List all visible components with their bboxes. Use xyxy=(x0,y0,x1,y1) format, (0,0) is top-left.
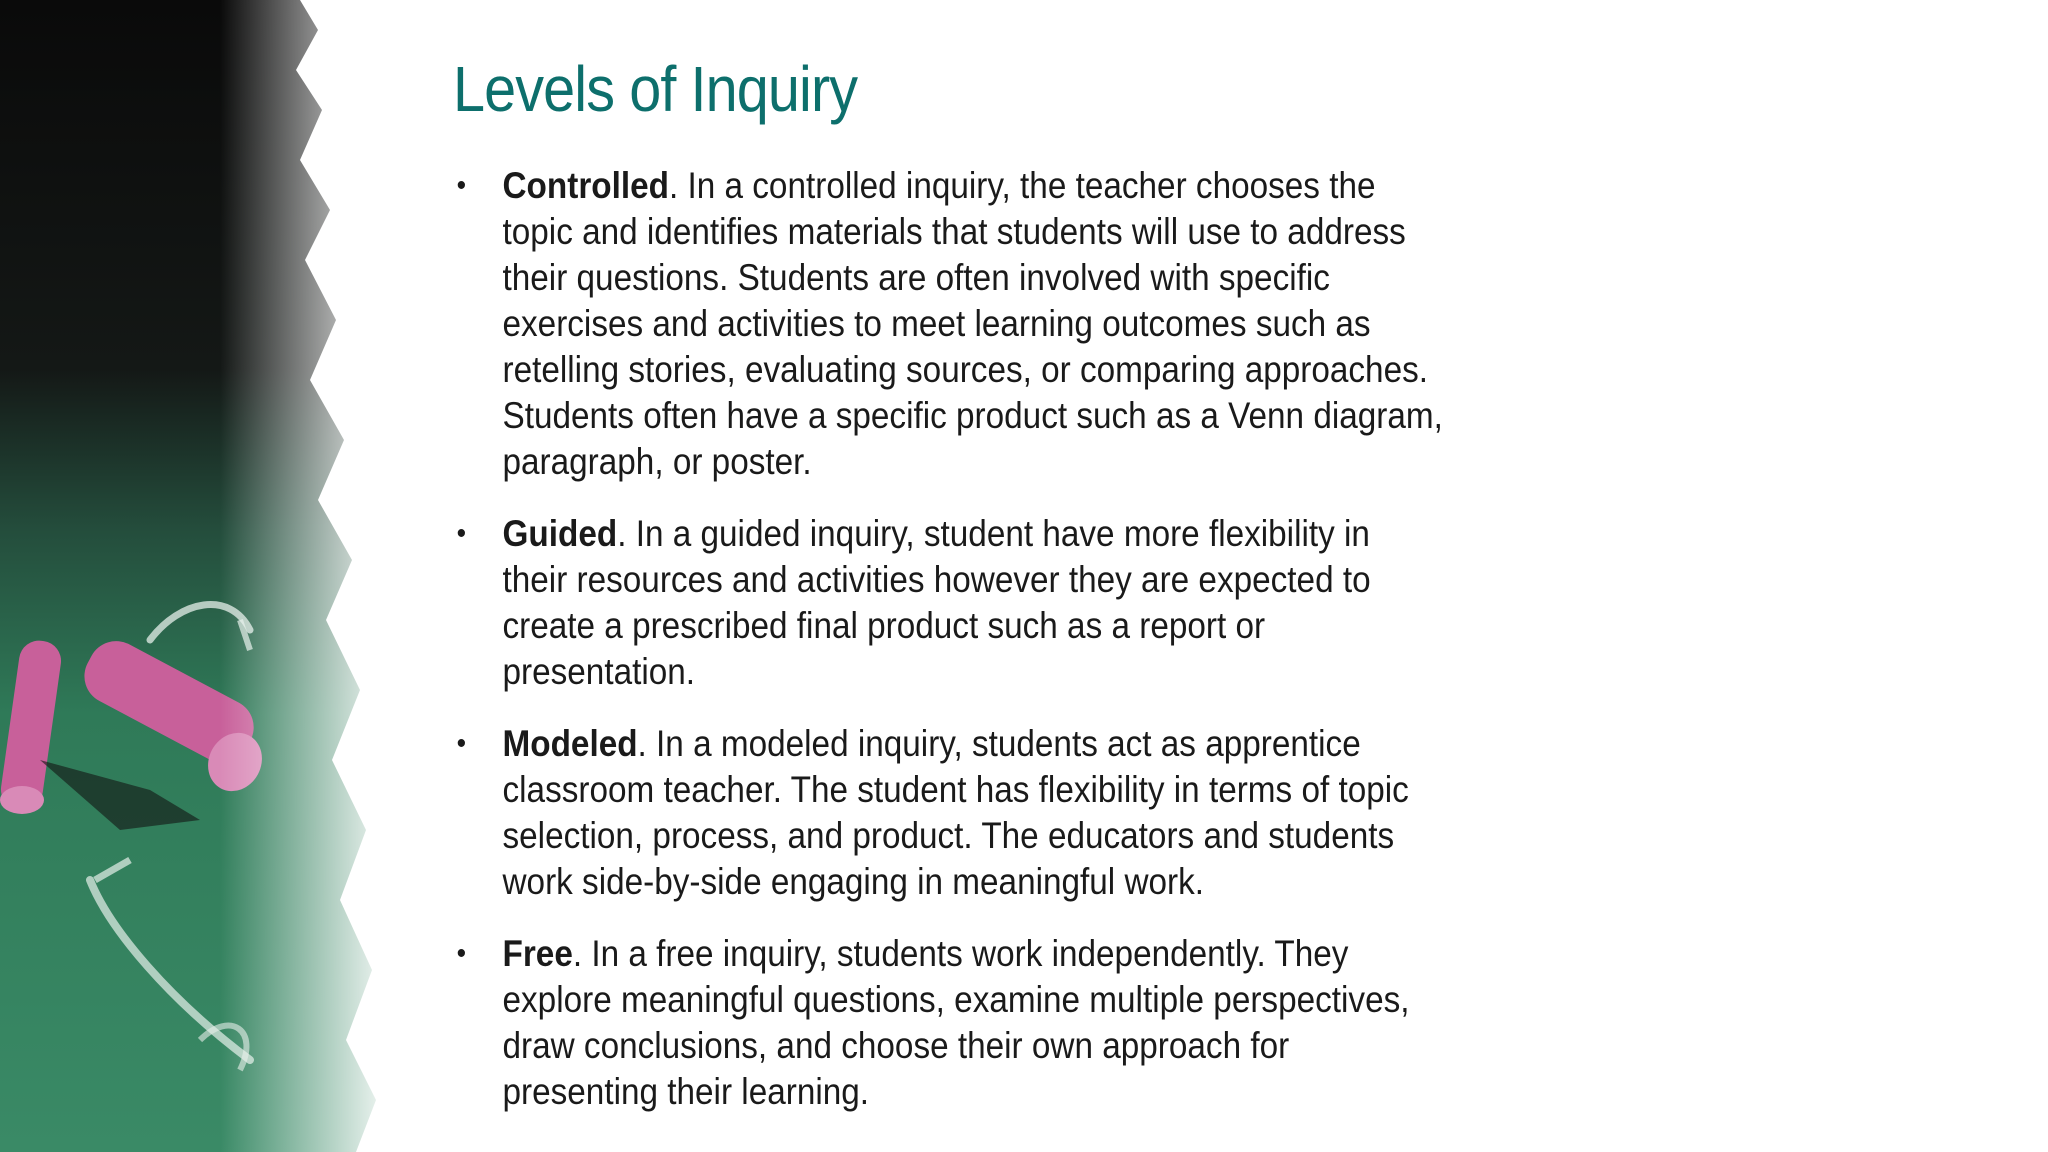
chalkboard-illustration xyxy=(0,0,400,1152)
bullet-item-modeled xyxy=(453,721,1443,905)
bullet-term: Controlled xyxy=(502,165,669,206)
bullet-list xyxy=(453,163,1443,1141)
bullet-item-guided xyxy=(453,511,1443,695)
bullet-marker: • xyxy=(456,937,467,970)
bullet-term: Free xyxy=(502,933,573,974)
bullet-text: . In a guided inquiry, student have more flexibility in their resources and activities however they are expected to create a prescribed final product such as a report or presentation. xyxy=(502,513,1371,692)
bullet-term: Modeled xyxy=(502,723,638,764)
bullet-item-free xyxy=(453,931,1443,1115)
bullet-text: . In a controlled inquiry, the teacher chooses the topic and identifies materials that students will use to address their questions. Students are often involved with specific exercises and activities to meet learning outcomes such as retelling stories, evaluating sources, or comparing approaches. Students often have a specific product such as a Venn diagram, paragraph, or poster. xyxy=(502,165,1443,482)
slide-title: Levels of Inquiry xyxy=(453,53,858,125)
bullet-marker: • xyxy=(456,727,467,760)
bullet-text: . In a modeled inquiry, students act as apprentice classroom teacher. The student has flexibility in terms of topic selection, process, and product. The educators and students work side-by-side engaging in meaningful work. xyxy=(502,723,1409,902)
bullet-marker: • xyxy=(456,517,467,550)
bullet-item-controlled xyxy=(453,163,1443,485)
bullet-term: Guided xyxy=(502,513,618,554)
bullet-text: . In a free inquiry, students work independently. They explore meaningful questions, examine multiple perspectives, draw conclusions, and choose their own approach for presenting their learning. xyxy=(502,933,1410,1112)
bullet-marker: • xyxy=(456,169,467,202)
